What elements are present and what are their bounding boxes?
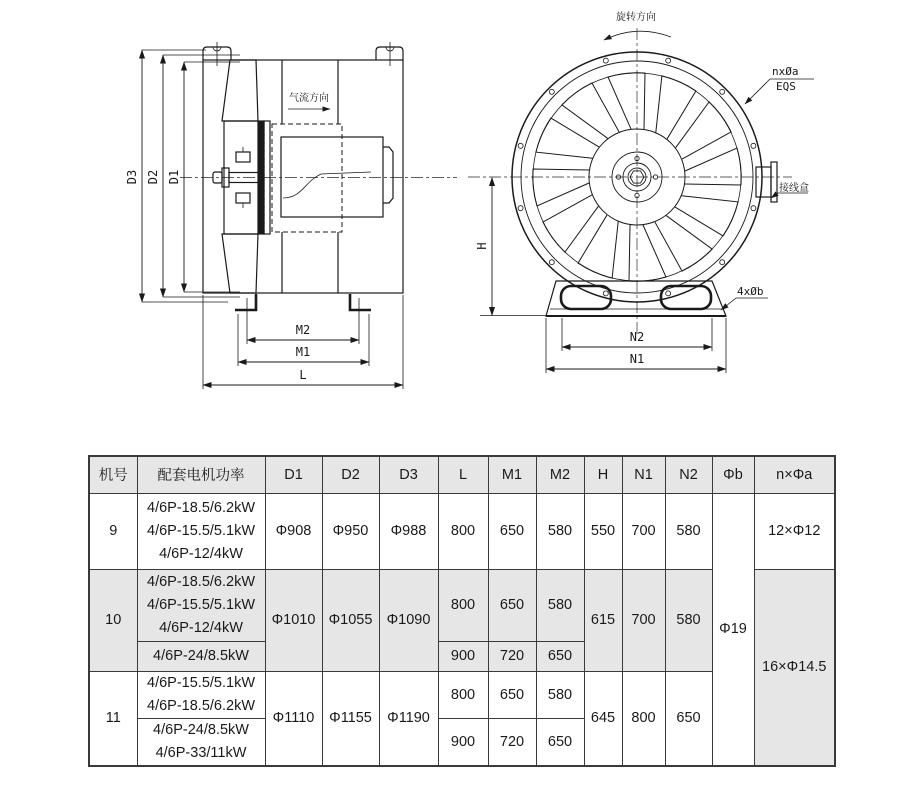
motor-option: 4/6P-12/4kW <box>159 619 243 636</box>
n1-cell: 700 <box>622 569 665 671</box>
header-d1: D1 <box>265 456 322 493</box>
motor-option: 4/6P-15.5/5.1kW <box>147 596 255 613</box>
motor-body <box>281 137 383 217</box>
impeller-blade-bottom <box>222 234 258 293</box>
model-no-cell: 11 <box>89 671 137 766</box>
motor-option: 4/6P-15.5/5.1kW <box>147 522 255 539</box>
motor-option: 4/6P-18.5/6.2kW <box>147 697 255 714</box>
motor-end-cap <box>383 147 393 203</box>
motor-option: 4/6P-24/8.5kW <box>153 647 249 664</box>
nxphia-cell: 12×Φ12 <box>754 493 835 569</box>
header-d3: D3 <box>379 456 438 493</box>
n2-cell: 580 <box>665 569 712 671</box>
airflow-direction-label: 气流方向 <box>289 93 329 104</box>
d1-cell: Φ1110 <box>265 671 322 766</box>
dim-label-l: L <box>299 368 307 382</box>
header-phib: Φb <box>712 456 754 493</box>
d3-cell: Φ988 <box>379 493 438 569</box>
impeller-blade-top <box>222 60 258 121</box>
dim-label-h: H <box>475 242 489 250</box>
dim-label-n2: N2 <box>629 330 645 344</box>
dim-label-m1: M1 <box>295 345 311 359</box>
m2-cell: 580 <box>536 493 584 569</box>
dim-label-d2: D2 <box>146 169 160 185</box>
phib-cell: Φ19 <box>712 493 754 766</box>
header-nxphia: n×Φa <box>754 456 835 493</box>
dim-label-m2: M2 <box>295 323 311 337</box>
d2-cell: Φ1155 <box>322 671 379 766</box>
d3-cell: Φ1190 <box>379 671 438 766</box>
motor-option: 4/6P-18.5/6.2kW <box>147 573 255 590</box>
motor-power-cell <box>137 493 265 569</box>
n2-cell: 580 <box>665 493 712 569</box>
m1-cell: 650 <box>488 569 536 641</box>
motor-power-cell <box>137 569 265 641</box>
rotation-direction-label: 旋转方向 <box>616 12 656 23</box>
n1-cell: 700 <box>622 493 665 569</box>
mounting-lug-right <box>376 47 403 60</box>
foot-bracket-right <box>350 294 371 310</box>
h-cell: 615 <box>584 569 622 671</box>
header-n2: N2 <box>665 456 712 493</box>
dim-label-n1: N1 <box>629 352 645 366</box>
motor-cable <box>283 172 371 198</box>
h-cell: 550 <box>584 493 622 569</box>
length-dimensions <box>203 295 403 389</box>
m1-cell: 720 <box>488 641 536 671</box>
junction-box <box>756 167 771 197</box>
nxphia-cell: 16×Φ14.5 <box>754 569 835 766</box>
motor-option: 4/6P-18.5/6.2kW <box>147 499 255 516</box>
rotation-arrow <box>604 31 671 40</box>
header-h: H <box>584 456 622 493</box>
header-l: L <box>438 456 488 493</box>
h-cell: 645 <box>584 671 622 766</box>
d2-cell: Φ1055 <box>322 569 379 671</box>
n2-cell: 650 <box>665 671 712 766</box>
foot-bracket-left <box>235 294 256 310</box>
side-view-drawing <box>125 42 457 389</box>
d3-cell: Φ1090 <box>379 569 438 671</box>
motor-option: 4/6P-15.5/5.1kW <box>147 674 255 691</box>
n1-cell: 800 <box>622 671 665 766</box>
m2-cell: 580 <box>536 569 584 641</box>
base-hole-label: 4xØb <box>737 285 764 298</box>
motor-option: 4/6P-24/8.5kW <box>153 721 249 738</box>
m2-cell: 650 <box>536 718 584 766</box>
l-cell: 800 <box>438 569 488 641</box>
d1-cell: Φ1010 <box>265 569 322 671</box>
motor-power-cell <box>137 671 265 718</box>
l-cell: 800 <box>438 493 488 569</box>
model-no-cell: 9 <box>89 493 137 569</box>
hole-spec-label: nxØa <box>772 65 799 78</box>
height-dimension <box>475 178 548 316</box>
base-dimensions <box>546 318 726 373</box>
l-cell: 900 <box>438 641 488 671</box>
motor-option: 4/6P-12/4kW <box>159 545 243 562</box>
header-d2: D2 <box>322 456 379 493</box>
header-n1: N1 <box>622 456 665 493</box>
dimension-spec-table <box>88 455 836 767</box>
l-cell: 800 <box>438 671 488 718</box>
table-row-9 <box>89 493 835 569</box>
header-motor-power: 配套电机功率 <box>137 456 265 493</box>
header-model-no: 机号 <box>89 456 137 493</box>
m2-cell: 580 <box>536 671 584 718</box>
d1-cell: Φ908 <box>265 493 322 569</box>
header-m2: M2 <box>536 456 584 493</box>
motor-frame-hidden <box>272 124 342 232</box>
motor-power-cell <box>137 641 265 671</box>
dim-label-d3: D3 <box>125 169 139 185</box>
l-cell: 900 <box>438 718 488 766</box>
m1-cell: 650 <box>488 493 536 569</box>
d2-cell: Φ950 <box>322 493 379 569</box>
m2-cell: 650 <box>536 641 584 671</box>
bolt-hole-callout <box>745 65 814 104</box>
diameter-dimensions <box>125 50 240 302</box>
m1-cell: 720 <box>488 718 536 766</box>
dim-label-d1: D1 <box>167 169 181 185</box>
base-hole-callout <box>721 285 768 310</box>
model-no-cell: 10 <box>89 569 137 671</box>
junction-box-label: 接线盒 <box>779 183 809 194</box>
motor-option: 4/6P-33/11kW <box>155 744 247 761</box>
front-view-drawing <box>468 10 814 373</box>
motor-power-cell <box>137 718 265 766</box>
header-m1: M1 <box>488 456 536 493</box>
table-header-row <box>89 456 835 493</box>
m1-cell: 650 <box>488 671 536 718</box>
eqs-label: EQS <box>776 80 796 93</box>
